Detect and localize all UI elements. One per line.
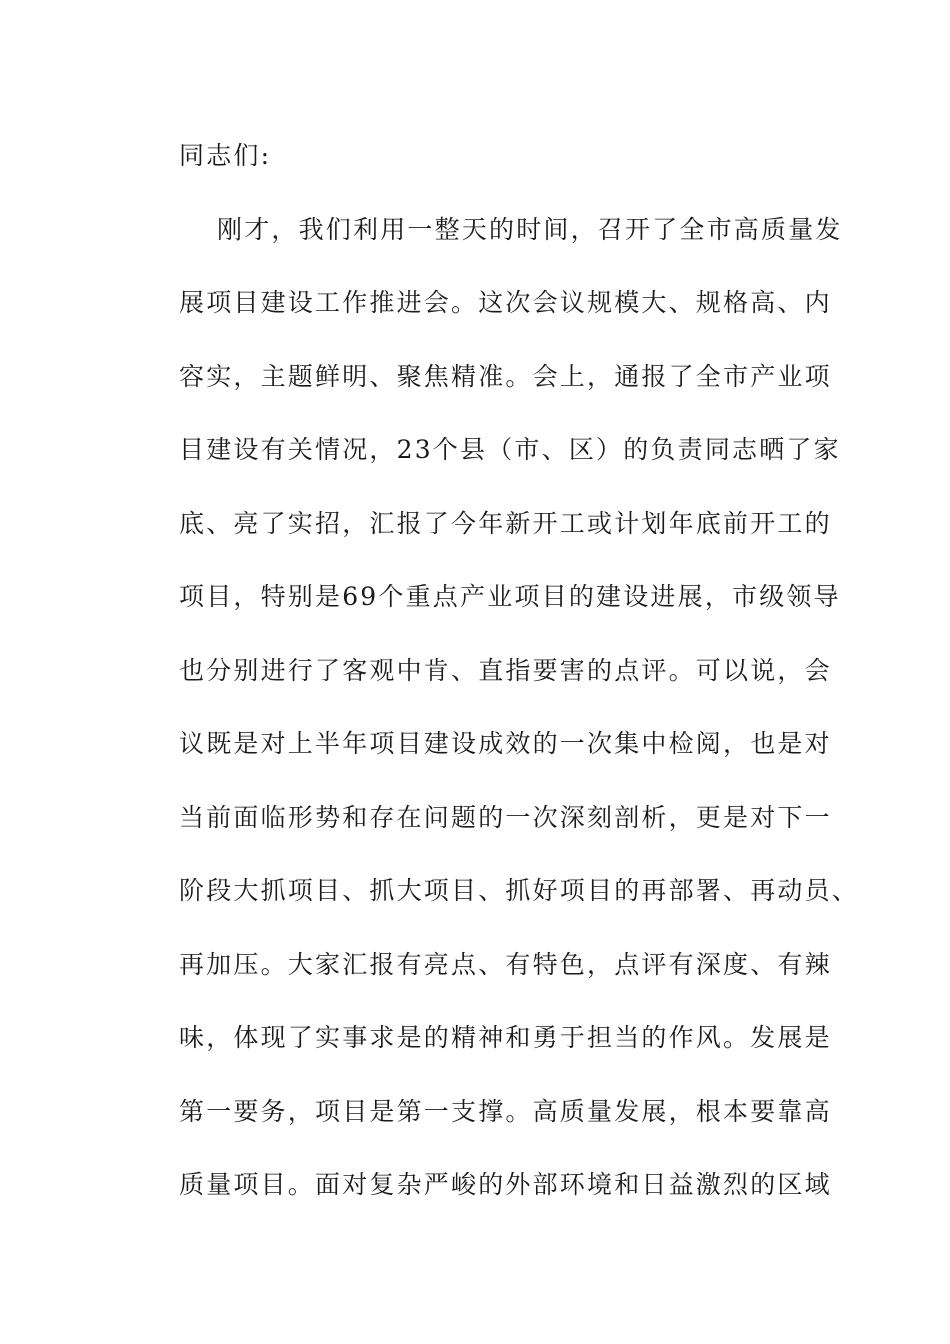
paragraph-line: 底、亮了实招，汇报了今年新开工或计划年底前开工的 bbox=[179, 508, 832, 538]
paragraph-line: 容实，主题鲜明、聚焦精准。会上，通报了全市产业项 bbox=[179, 361, 832, 391]
paragraph-line: 当前面临形势和存在问题的一次深刻剖析，更是对下一 bbox=[179, 802, 832, 832]
paragraph-line: 项目，特别是69个重点产业项目的建设进展，市级领导 bbox=[179, 582, 841, 611]
salutation: 同志们: bbox=[179, 141, 272, 170]
paragraph-line: 再加压。大家汇报有亮点、有特色，点评有深度、有辣 bbox=[179, 949, 832, 979]
document-body bbox=[179, 132, 860, 1235]
paragraph-line: 质量项目。面对复杂严峻的外部环境和日益激烈的区域 bbox=[179, 1170, 832, 1199]
paragraph-line: 阶段大抓项目、抓大项目、抓好项目的再部署、再动员、 bbox=[179, 876, 860, 905]
paragraph-line: 展项目建设工作推进会。这次会议规模大、规格高、内 bbox=[179, 288, 832, 317]
paragraph-line: 第一要务，项目是第一支撑。高质量发展，根本要靠高 bbox=[179, 1096, 832, 1126]
paragraph-line: 味，体现了实事求是的精神和勇于担当的作风。发展是 bbox=[179, 1023, 832, 1052]
paragraph-line: 议既是对上半年项目建设成效的一次集中检阅，也是对 bbox=[179, 729, 832, 758]
paragraph-line: 刚才，我们利用一整天的时间，召开了全市高质量发 bbox=[217, 214, 843, 244]
paragraph-line: 目建设有关情况，23个县（市、区）的负责同志晒了家 bbox=[179, 435, 841, 464]
paragraph-line: 也分别进行了客观中肯、直指要害的点评。可以说，会 bbox=[179, 655, 832, 685]
